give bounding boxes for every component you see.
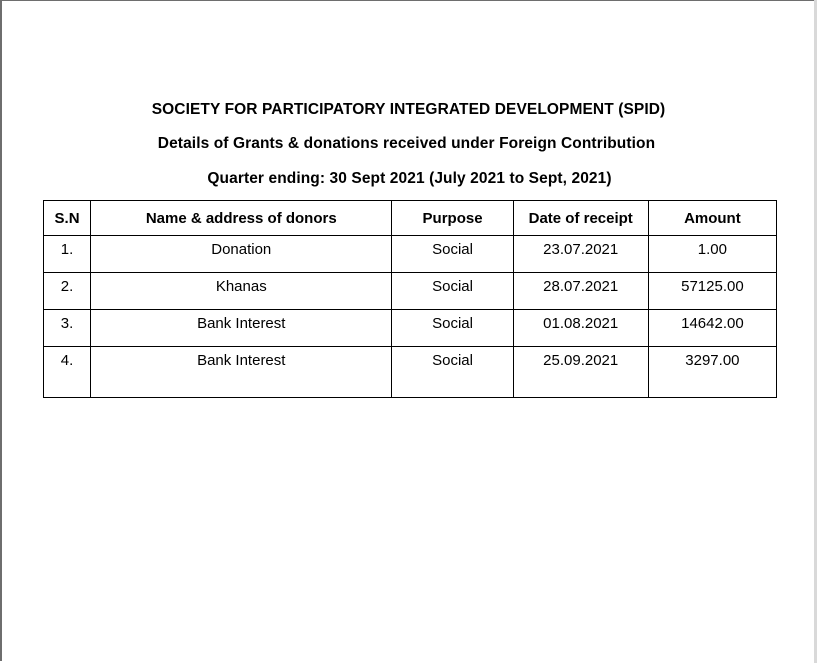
cell-date: 23.07.2021	[513, 236, 648, 273]
document-subtitle: Details of Grants & donations received under Foreign Contribution	[157, 135, 656, 152]
table-row	[44, 347, 777, 398]
cell-donor: Bank Interest	[91, 347, 392, 398]
grants-table	[43, 200, 777, 398]
cell-date: 25.09.2021	[513, 347, 648, 398]
cell-amount: 14642.00	[648, 310, 776, 347]
column-header-date: Date of receipt	[513, 201, 648, 236]
column-header-sn: S.N	[44, 201, 91, 236]
cell-sn: 1.	[44, 236, 91, 273]
table-row	[44, 273, 777, 310]
table-header-row	[44, 201, 777, 236]
cell-purpose: Social	[392, 347, 513, 398]
table-row	[44, 310, 777, 347]
cell-date: 28.07.2021	[513, 273, 648, 310]
cell-sn: 4.	[44, 347, 91, 398]
cell-amount: 3297.00	[648, 347, 776, 398]
cell-sn: 2.	[44, 273, 91, 310]
column-header-donor: Name & address of donors	[91, 201, 392, 236]
cell-purpose: Social	[392, 310, 513, 347]
cell-donor: Khanas	[91, 273, 392, 310]
cell-donor: Bank Interest	[91, 310, 392, 347]
organization-title: SOCIETY FOR PARTICIPATORY INTEGRATED DEVELOPMENT (SPID)	[151, 101, 666, 118]
cell-date: 01.08.2021	[513, 310, 648, 347]
cell-purpose: Social	[392, 273, 513, 310]
cell-purpose: Social	[392, 236, 513, 273]
reporting-period: Quarter ending: 30 Sept 2021 (July 2021 to Sept, 2021)	[207, 170, 612, 187]
column-header-purpose: Purpose	[392, 201, 513, 236]
cell-amount: 57125.00	[648, 273, 776, 310]
cell-sn: 3.	[44, 310, 91, 347]
cell-amount: 1.00	[648, 236, 776, 273]
cell-donor: Donation	[91, 236, 392, 273]
table-row	[44, 236, 777, 273]
column-header-amount: Amount	[648, 201, 776, 236]
